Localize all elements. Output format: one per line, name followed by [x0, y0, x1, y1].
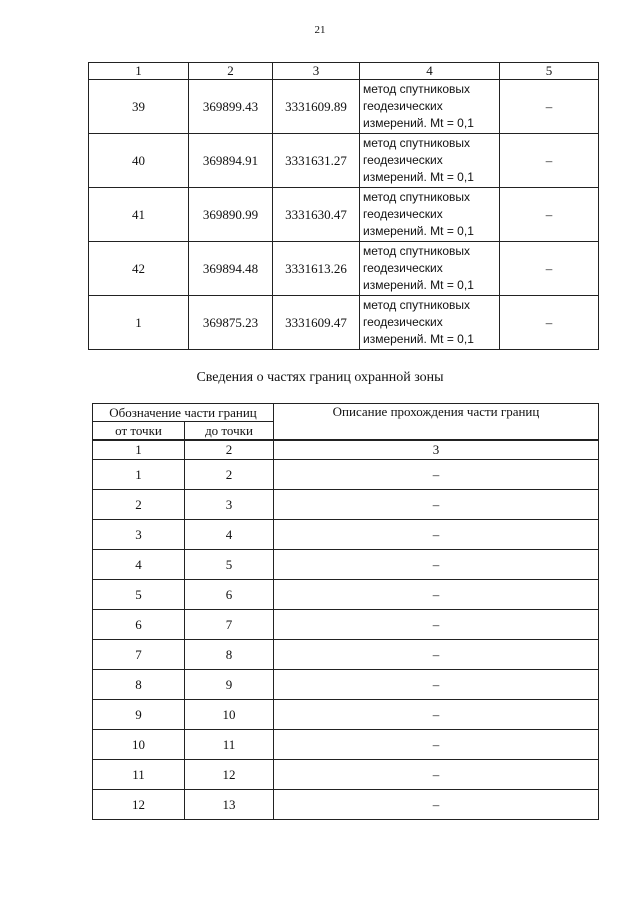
description-dash: –	[274, 760, 599, 790]
table-row	[93, 520, 599, 550]
method-line: геодезических	[363, 261, 443, 275]
table-row	[93, 550, 599, 580]
to-point: 13	[185, 790, 274, 820]
from-point: 12	[93, 790, 185, 820]
method-line: измерений. Mt = 0,1	[363, 170, 474, 184]
table-row	[89, 80, 599, 134]
to-point: 5	[185, 550, 274, 580]
table-row	[93, 640, 599, 670]
to-point: 10	[185, 700, 274, 730]
y-coordinate: 3331609.47	[273, 296, 360, 350]
from-point: 6	[93, 610, 185, 640]
table-row	[93, 460, 599, 490]
x-coordinate: 369875.23	[189, 296, 273, 350]
from-point: 5	[93, 580, 185, 610]
table-row	[93, 610, 599, 640]
from-point: 1	[93, 460, 185, 490]
section-caption: Сведения о частях границ охранной зоны	[196, 370, 444, 385]
description-dash: –	[274, 580, 599, 610]
method-line: измерений. Mt = 0,1	[363, 224, 474, 238]
table-row	[93, 580, 599, 610]
method-line: измерений. Mt = 0,1	[363, 116, 474, 130]
note-dash: –	[500, 242, 599, 296]
table-row	[93, 730, 599, 760]
x-coordinate: 369894.48	[189, 242, 273, 296]
table-row	[93, 670, 599, 700]
column-numbers-row	[93, 440, 599, 460]
description-dash: –	[274, 610, 599, 640]
x-coordinate: 369890.99	[189, 188, 273, 242]
to-point: 4	[185, 520, 274, 550]
point-number: 41	[89, 188, 189, 242]
column-number: 3	[274, 440, 599, 460]
column-number: 3	[273, 63, 360, 80]
page-number: 21	[314, 24, 326, 36]
method-description	[360, 80, 500, 134]
table-row	[93, 790, 599, 820]
point-number: 1	[89, 296, 189, 350]
table-row	[89, 242, 599, 296]
to-point: 2	[185, 460, 274, 490]
description-dash: –	[274, 520, 599, 550]
note-dash: –	[500, 80, 599, 134]
method-line: метод спутниковых	[363, 244, 471, 258]
table-row	[93, 760, 599, 790]
from-point: 3	[93, 520, 185, 550]
boundary-parts-table	[92, 403, 599, 820]
note-dash: –	[500, 296, 599, 350]
table-row	[89, 296, 599, 350]
method-description	[360, 296, 500, 350]
to-point: 12	[185, 760, 274, 790]
note-dash: –	[500, 134, 599, 188]
from-point: 7	[93, 640, 185, 670]
to-point: 8	[185, 640, 274, 670]
method-line: метод спутниковых	[363, 298, 471, 312]
description-dash: –	[274, 460, 599, 490]
method-line: измерений. Mt = 0,1	[363, 332, 474, 346]
coordinates-table	[88, 62, 599, 350]
table-row	[89, 188, 599, 242]
to-point: 11	[185, 730, 274, 760]
point-number: 39	[89, 80, 189, 134]
method-line: геодезических	[363, 207, 443, 221]
description-dash: –	[274, 670, 599, 700]
method-line: геодезических	[363, 99, 443, 113]
description-dash: –	[274, 730, 599, 760]
table-row	[93, 490, 599, 520]
column-number: 4	[360, 63, 500, 80]
table-row	[93, 700, 599, 730]
point-number: 42	[89, 242, 189, 296]
from-point: 10	[93, 730, 185, 760]
to-point: 6	[185, 580, 274, 610]
column-number: 1	[93, 440, 185, 460]
x-coordinate: 369899.43	[189, 80, 273, 134]
method-line: геодезических	[363, 315, 443, 329]
from-point-header: от точки	[93, 422, 185, 441]
method-description	[360, 134, 500, 188]
column-number: 5	[500, 63, 599, 80]
from-point: 2	[93, 490, 185, 520]
description-dash: –	[274, 550, 599, 580]
column-number: 2	[185, 440, 274, 460]
method-line: измерений. Mt = 0,1	[363, 278, 474, 292]
method-line: метод спутниковых	[363, 190, 471, 204]
group-header: Обозначение части границ	[93, 404, 274, 422]
method-line: геодезических	[363, 153, 443, 167]
description-dash: –	[274, 790, 599, 820]
method-description	[360, 188, 500, 242]
method-line: метод спутниковых	[363, 82, 471, 96]
column-number: 1	[89, 63, 189, 80]
method-description	[360, 242, 500, 296]
coordinates-header-row	[89, 63, 599, 80]
table-row	[89, 134, 599, 188]
column-number: 2	[189, 63, 273, 80]
boundary-header-row	[93, 404, 599, 422]
from-point: 11	[93, 760, 185, 790]
from-point: 9	[93, 700, 185, 730]
y-coordinate: 3331609.89	[273, 80, 360, 134]
description-dash: –	[274, 490, 599, 520]
from-point: 4	[93, 550, 185, 580]
y-coordinate: 3331613.26	[273, 242, 360, 296]
to-point: 3	[185, 490, 274, 520]
y-coordinate: 3331630.47	[273, 188, 360, 242]
note-dash: –	[500, 188, 599, 242]
description-dash: –	[274, 640, 599, 670]
from-point: 8	[93, 670, 185, 700]
y-coordinate: 3331631.27	[273, 134, 360, 188]
point-number: 40	[89, 134, 189, 188]
x-coordinate: 369894.91	[189, 134, 273, 188]
description-header: Описание прохождения части границ	[274, 404, 599, 441]
to-point: 7	[185, 610, 274, 640]
method-line: метод спутниковых	[363, 136, 471, 150]
to-point: 9	[185, 670, 274, 700]
description-dash: –	[274, 700, 599, 730]
to-point-header: до точки	[185, 422, 274, 441]
